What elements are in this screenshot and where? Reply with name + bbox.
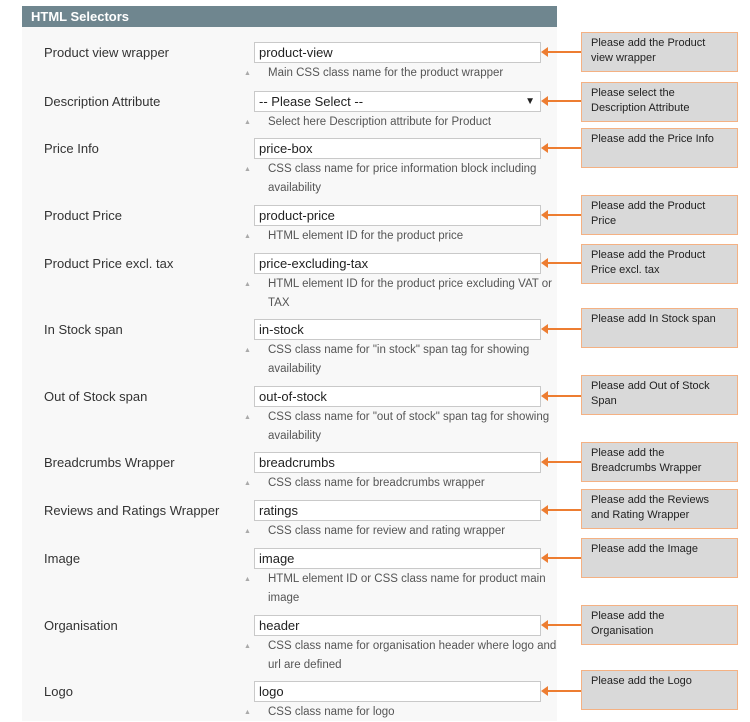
triangle-up-icon: ▲ xyxy=(244,70,251,77)
note-text: Select here Description attribute for Product xyxy=(268,116,492,128)
input-product-price[interactable] xyxy=(254,205,541,226)
field-note-logo xyxy=(244,703,558,722)
triangle-up-icon: ▲ xyxy=(244,119,251,126)
callout-breadcrumbs-wrapper: Please add the Breadcrumbs Wrapper xyxy=(581,442,738,482)
field-note-out-of-stock-span xyxy=(244,408,558,445)
triangle-up-icon: ▲ xyxy=(244,576,251,583)
note-text: CSS class name for breadcrumbs wrapper xyxy=(268,477,485,489)
field-label-price-info: Price Info xyxy=(44,141,99,156)
arrow-icon xyxy=(543,509,581,511)
field-value: product-view xyxy=(259,45,333,60)
field-value: image xyxy=(259,551,295,566)
arrow-icon xyxy=(543,557,581,559)
field-note-product-view-wrapper xyxy=(244,64,558,83)
field-label-product-price: Product Price xyxy=(44,208,123,223)
field-label-out-of-stock-span: Out of Stock span xyxy=(44,389,148,404)
callout-product-price-excl-tax: Please add the Product Price excl. tax xyxy=(581,244,738,284)
note-text: Main CSS class name for the product wrapper xyxy=(268,67,504,79)
field-value: out-of-stock xyxy=(259,389,327,404)
triangle-up-icon: ▲ xyxy=(244,281,251,288)
field-note-organisation xyxy=(244,637,558,674)
note-text: CSS class name for organisation header where logo and url are defined xyxy=(268,640,557,671)
field-value: header xyxy=(259,618,300,633)
note-text: CSS class name for price information block including availability xyxy=(268,163,537,194)
note-text: HTML element ID for the product price excluding VAT or TAX xyxy=(268,278,553,309)
input-product-price-excl-tax[interactable] xyxy=(254,253,541,274)
field-value: price-box xyxy=(259,141,313,156)
callout-organisation: Please add the Organisation xyxy=(581,605,738,645)
field-label-in-stock-span: In Stock span xyxy=(44,322,123,337)
field-label-product-price-excl-tax: Product Price excl. tax xyxy=(44,256,174,271)
field-note-product-price xyxy=(244,227,558,246)
field-value: in-stock xyxy=(259,322,304,337)
input-breadcrumbs-wrapper[interactable] xyxy=(254,452,541,473)
field-note-price-info xyxy=(244,160,558,197)
triangle-up-icon: ▲ xyxy=(244,643,251,650)
input-image[interactable] xyxy=(254,548,541,569)
triangle-up-icon: ▲ xyxy=(244,233,251,240)
arrow-icon xyxy=(543,690,581,692)
arrow-icon xyxy=(543,147,581,149)
input-reviews-and-ratings-wrapper[interactable] xyxy=(254,500,541,521)
arrow-icon xyxy=(543,214,581,216)
field-value: logo xyxy=(259,684,284,699)
triangle-up-icon: ▲ xyxy=(244,528,251,535)
note-text: CSS class name for "out of stock" span tag for showing availability xyxy=(268,411,550,442)
arrow-icon xyxy=(543,395,581,397)
field-value: -- Please Select -- xyxy=(259,94,364,109)
callout-logo: Please add the Logo xyxy=(581,670,738,710)
arrow-icon xyxy=(543,51,581,53)
input-in-stock-span[interactable] xyxy=(254,319,541,340)
callout-out-of-stock-span: Please add Out of Stock Span xyxy=(581,375,738,415)
field-label-product-view-wrapper: Product view wrapper xyxy=(44,45,169,60)
note-text: HTML element ID for the product price xyxy=(268,230,464,242)
field-note-reviews-and-ratings-wrapper xyxy=(244,522,558,541)
triangle-up-icon: ▲ xyxy=(244,347,251,354)
arrow-icon xyxy=(543,100,581,102)
note-text: CSS class name for "in stock" span tag for showing availability xyxy=(268,344,530,375)
callout-price-info: Please add the Price Info xyxy=(581,128,738,168)
triangle-up-icon: ▲ xyxy=(244,414,251,421)
callout-in-stock-span: Please add In Stock span xyxy=(581,308,738,348)
triangle-up-icon: ▲ xyxy=(244,709,251,716)
field-value: price-excluding-tax xyxy=(259,256,369,271)
callout-product-view-wrapper: Please add the Product view wrapper xyxy=(581,32,738,72)
arrow-icon xyxy=(543,624,581,626)
section-title[interactable]: HTML Selectors xyxy=(22,6,557,27)
arrow-icon xyxy=(543,262,581,264)
input-organisation[interactable] xyxy=(254,615,541,636)
field-label-description-attribute: Description Attribute xyxy=(44,94,161,109)
select-description-attribute[interactable] xyxy=(254,91,541,112)
field-value: breadcrumbs xyxy=(259,455,335,470)
field-note-breadcrumbs-wrapper xyxy=(244,474,558,493)
input-price-info[interactable] xyxy=(254,138,541,159)
callout-product-price: Please add the Product Price xyxy=(581,195,738,235)
note-text: HTML element ID or CSS class name for product main image xyxy=(268,573,546,604)
callout-reviews-and-ratings-wrapper: Please add the Reviews and Rating Wrapper xyxy=(581,489,738,529)
field-label-breadcrumbs-wrapper: Breadcrumbs Wrapper xyxy=(44,455,175,470)
field-label-image: Image xyxy=(44,551,81,566)
triangle-up-icon: ▲ xyxy=(244,166,251,173)
arrow-icon xyxy=(543,328,581,330)
note-text: CSS class name for review and rating wrapper xyxy=(268,525,506,537)
field-note-product-price-excl-tax xyxy=(244,275,558,312)
field-value: product-price xyxy=(259,208,335,223)
field-note-image xyxy=(244,570,558,607)
input-product-view-wrapper[interactable] xyxy=(254,42,541,63)
input-out-of-stock-span[interactable] xyxy=(254,386,541,407)
field-label-logo: Logo xyxy=(44,684,73,699)
field-value: ratings xyxy=(259,503,299,518)
field-label-reviews-and-ratings-wrapper: Reviews and Ratings Wrapper xyxy=(44,503,220,518)
callout-image: Please add the Image xyxy=(581,538,738,578)
field-label-organisation: Organisation xyxy=(44,618,118,633)
triangle-up-icon: ▲ xyxy=(244,480,251,487)
arrow-icon xyxy=(543,461,581,463)
note-text: CSS class name for logo xyxy=(268,706,395,718)
input-logo[interactable] xyxy=(254,681,541,702)
field-note-in-stock-span xyxy=(244,341,558,378)
callout-description-attribute: Please select the Description Attribute xyxy=(581,82,738,122)
dropdown-arrow-icon[interactable]: ▼ xyxy=(525,96,535,107)
field-note-description-attribute xyxy=(244,113,558,132)
